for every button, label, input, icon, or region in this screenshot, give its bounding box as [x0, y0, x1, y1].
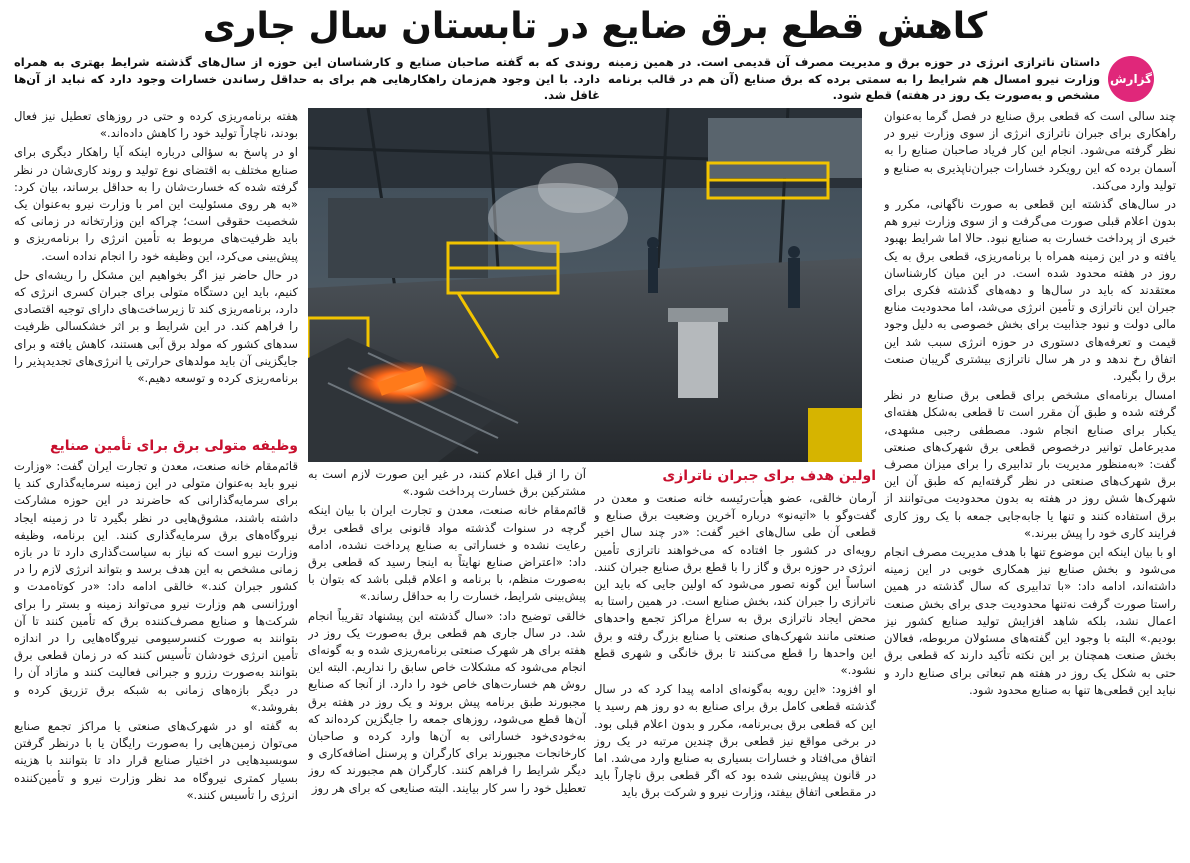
- article-column-right: [884, 108, 1176, 848]
- lead-paragraph-left: روندی که به گفته صاحبان صنایع و کارشناسان این حوزه از سال‌های گذشته شرایط بهتری به همراه دارد. با این وجود هم‌زمان راهکارهایی هم برای به حداقل رساندن خسارات وجود دارد که نباید از آن‌ها غافل شد.: [14, 55, 600, 102]
- paragraph: قائم‌مقام خانه صنعت، معدن و تجارت ایران با بیان اینکه گرچه در سنوات گذشته مواد قانونی برای قطعی برق رعایت نشده و خساراتی به صنایع پرداخت نشده، ادامه داد: «اعتراض صنایع نهایتاً به اینجا رسید که قطعی برق به‌صورت منظم، با برنامه و اعلام قبلی باشد که بتوان با پیش‌بینی شرایط، خسارت را به حداقل رساند.»: [308, 503, 586, 604]
- paragraph: چند سالی است که قطعی برق صنایع در فصل گرما به‌عنوان راهکاری برای جبران ناترازی انرژی از سوی وزارت نیرو در نظر گرفته می‌شود. انجام این کار فریاد صاحبان صنایع را به آسمان برده که این رویکرد خسارات جبران‌ناپذیری به صنایع و تولید وارد می‌کند.: [884, 109, 1176, 192]
- article-column-center-left: [308, 466, 586, 848]
- paragraph: آرمان خالقی، عضو هیأت‌رئیسه خانه صنعت و معدن در گفت‌وگو با «اتیه‌نو» درباره آخرین وضعیت برق صنایع و قطعی آن طی سال‌های اخیر گفت: «در چند سال اخیر رویه‌ای در کشور جا افتاده که می‌خواهند ناترازی تأمین انرژی در حوزه برق و گاز را با قطع برق صنایع جبران کنند. اساساً این گونه تصور می‌شود که اولین جایی که باید این ناترازی را جبران کند، بخش صنایع است. در همین راستا به محض ایجاد ناترازی برق به سراغ مراکز تجمع واحدهای صنعتی مانند شهرک‌های صنعتی یا صنایع بزرگ رفته و برق این واحدها را قطع می‌کنند تا برق خانگی و شهری قطع نشود.»: [594, 491, 876, 678]
- paragraph: امسال برنامه‌ای مشخص برای قطعی برق صنایع در نظر گرفته شده و طبق آن مقرر است تا قطعی به‌شکل هفته‌ای یکبار برای صنایع انجام شود. مصطفی رجبی مشهدی، مدیرعامل توانیر درخصوص قطعی برق شهرک‌های صنعتی گفت: «به‌منظور مدیریت بار تدابیری را برای میزان مصرف برق شهرک‌های صنعتی در نظر گرفته‌ایم که طبق آن این شهرک‌ها شش روز در هفته به بدون محدودیت می‌توانند از برق استفاده کنند و تنها یا جابه‌جایی جمعه با یک روز کاری فرایند کاری خود را پیش ببرند.»: [884, 388, 1176, 540]
- paragraph: او با بیان اینکه این موضوع تنها با هدف مدیریت مصرف انجام می‌شود و بخش صنایع نیز همکاری خوبی در این زمینه داشته‌اند، ادامه داد: «با تدابیری که سال گذشته در همین راستا صورت گرفت نه‌تنها محدودیت جدی برای بخش صنعت اعمال نشد، بلکه شاهد افزایش تولید صنایع کشور نیز بودیم.» البته با وجود این گفته‌های مسئولان مربوطه، فعالان بخش صنعت همچنان بر این نکته تأکید دارند که قطعی برق حتی به شکل یک روز در هفته هم تبعاتی برای صنایع دارد و نباید این قطعی‌ها تنها به صنایع محدود شود.: [884, 545, 1176, 697]
- article-column-left-bottom: [14, 458, 298, 848]
- steel-mill-illustration: [308, 108, 862, 462]
- paragraph: او در پاسخ به سؤالی درباره اینکه آیا راهکار دیگری برای صنایع مختلف به اقتضای نوع تولید و روند کاری‌شان در نظر گرفته شده که خسارت‌شان را به حداقل برساند، بیان کرد: «به هر روی مسئولیت این امر با وزارت نیرو به‌عنوان یک شخصیت حقوقی است؛ چراکه این وزارتخانه در زمانی که باید ظرفیت‌های مربوط به تأمین انرژی را برنامه‌ریزی و پیش‌بینی می‌کرد، این وظیفه خود را انجام نداده است.: [14, 145, 298, 263]
- section-badge: گزارش: [1108, 56, 1154, 102]
- paragraph: هفته برنامه‌ریزی کرده و حتی در روزهای تعطیل نیز فعال بودند، ناچاراً تولید خود را کاهش داده‌اند.»: [14, 109, 298, 141]
- paragraph: به گفته او در شهرک‌های صنعتی یا مراکز تجمع صنایع می‌توان زمین‌هایی را به‌صورت رایگان یا با درنظر گرفتن سوبسیدهایی در اختیار صنایع قرار داد تا بتوانند با هزینه بسیار کمتری نیروگاه مد نظر وزارت نیرو و تأمین‌کننده انرژی را تأسیس کنند.»: [14, 719, 298, 802]
- paragraph: او افزود: «این رویه به‌گونه‌ای ادامه پیدا کرد که در سال گذشته قطعی کامل برق برای صنایع به دو روز هم رسید یا این که قطعی برق بی‌برنامه، مکرر و بدون اعلام قبلی بود. در برخی مواقع نیز قطعی برق چندین مرتبه در یک روز اتفاق می‌افتاد و خسارات بسیاری به صنایع وارد می‌شد. اما در قانون پیش‌بینی شده بود که اگر قطعی برق ناچاراً باید در مقطعی اتفاق بیفتد، وزارت نیرو و شرکت برق باید: [594, 682, 876, 800]
- article-column-left-top: [14, 108, 298, 434]
- headline: کاهش قطع برق ضایع در تابستان سال جاری: [202, 6, 988, 47]
- paragraph: خالقی توضیح داد: «سال گذشته این پیشنهاد تقریباً انجام شد. در سال جاری هم قطعی برق به‌صورت یک روز در هفته برای هر شهرک صنعتی برنامه‌ریزی شده و به گونه‌ای انجام می‌شود که مشکلات خاص سابق را نداریم. البته این روش هم خسارت‌های خاص خود را دارد. از آنجا که صنایع مجبورند طبق برنامه پیش بروند و یک روز در هفته برق آن‌ها قطع می‌شود، روزهای جمعه را جایگزین کرده‌اند که به‌خودی‌خود خساراتی به آن‌ها وارد کرده و صاحبان کارخانجات مجبورند برای کارگران و پرسنل اضافه‌کاری و دیگر شرایط را فراهم کنند. کارگران هم مجبورند که روز تعطیل خود را سر کار بیایند. البته صنایعی که برای هر روز: [308, 608, 586, 795]
- factory-photo: [308, 108, 862, 462]
- paragraph: در سال‌های گذشته این قطعی به صورت ناگهانی، مکرر و بدون اعلام قبلی صورت می‌گرفت و از سوی وزارت نیرو هم خبری از پرداخت خسارت به صنایع نبود. حالا اما شرایط بهبود یافته و در این زمینه همراه با برنامه‌ریزی، قطعی برق به یک روز در هفته محدود شده است. در این میان کارشناسان معتقدند که باید در سال‌ها و دهه‌های گذشته فکری برای جبران این ناترازی و تأمین انرژی می‌شد، اما محدودیت منابع مالی دولت و نبود جذابیت برای بخش خصوصی به دلیل وجود قیمت و تعرفه‌های دستوری در حوزه انرژی سبب شد این اتفاق رخ ندهد و در هر سال ناترازی بیشتری گریبان صنعت برق را بگیرد.: [884, 197, 1176, 384]
- paragraph: در حال حاضر نیز اگر بخواهیم این مشکل را ریشه‌ای حل کنیم، باید این دستگاه متولی برای جبران کسری انرژی که دارد، برنامه‌ریزی کند تا زیرساخت‌های دارای توجیه اقتصادی را فراهم کند. در این شرایط و بر اثر خشکسالی ظرفیت سدهای کشور که مولد برق آبی هستند، کاهش یافته و برای جایگزینی آن باید مولدهای حرارتی یا انرژی‌های تجدیدپذیر را برنامه‌ریزی کرده و توسعه دهیم.»: [14, 267, 298, 386]
- article-column-center-right: [594, 490, 876, 848]
- paragraph: آن را از قبل اعلام کنند، در غیر این صورت لازم است به مشترکین برق خسارت پرداخت شود.»: [308, 467, 586, 499]
- paragraph: قائم‌مقام خانه صنعت، معدن و تجارت ایران گفت: «وزارت نیرو باید به‌عنوان متولی در این زمینه سرمایه‌گذاری کند یا برای سرمایه‌گذارانی که حاضرند در این حوزه مشارکت داشته باشند، مشوق‌هایی در نظر بگیرد تا در زمینه ایجاد نیروگاه‌های برق سرمایه‌گذاری کنند. این برنامه، وظیفه وزارت نیرو است که نیاز به سیاست‌گذاری دارد تا در بازه زمانی مشخص به این هدف برسد و بتواند انرژی لازم را در کشور جبران کند.» خالقی ادامه داد: «در کوتاه‌مدت و اورژانسی هم وزارت نیرو می‌تواند زمینه و بستر را برای شرکت‌ها و صنایع مصرف‌کننده برق که تأمین کنند تا آن بتوانند به صورت کنسرسیومی نیروگاه‌هایی را در اندازه تأمین انرژی خودشان تأسیس کنند که در زمان قطعی برق بتوانند به‌صورت رزرو و جبرانی فعالیت کنند و مازاد آن را در دیگر بازه‌های زمانی به شبکه برق تزریق کرده و بفروشد.»: [14, 459, 298, 714]
- subheading-balance: اولین هدف برای جبران ناترازی: [662, 468, 876, 484]
- subheading-supply: وظیفه متولی برق برای تأمین صنایع: [49, 438, 298, 454]
- lead-paragraph-right: داستان ناترازی انرژی در حوزه برق و مدیریت مصرف آن قدیمی است. در همین زمینه وزارت نیرو امسال هم شرایط را به سمتی برده که برق صنایع (آن هم در قالب برنامه مشخص و به‌صورت یک روز در هفته) قطع شود.: [608, 55, 1100, 102]
